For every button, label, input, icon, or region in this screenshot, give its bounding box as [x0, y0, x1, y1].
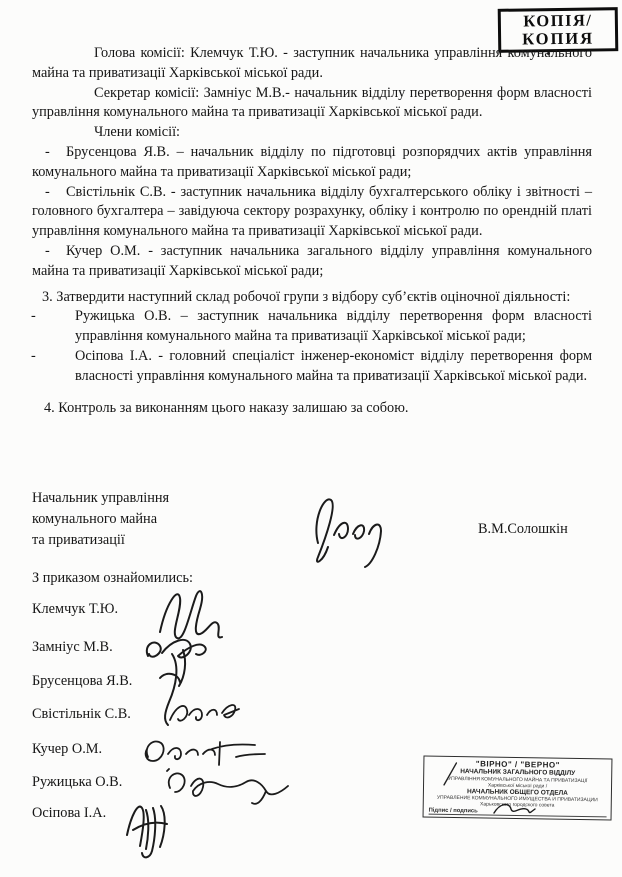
member-item-svistilnik [32, 183, 592, 242]
member-text: Свістільнік С.В. - заступник начальника відділу бухгалтерського обліку і звітності – головного бухгалтера – завідуюча сектору розрахунку, обліку і контролю по орендній платі управління комунального майна та приватизації Харківської міської ради. [32, 183, 592, 240]
signer-title-line3: та приватизації [32, 532, 125, 548]
stamp-line-dept-ua: УПРАВЛІННЯ КОМУНАЛЬНОГО МАЙНА ТА ПРИВАТИЗАЦІЇ [447, 775, 588, 784]
workgroup-text: Ружицька О.В. – заступник начальника відділу перетворення форм власності управління комунального майна та приватизації Харківської міської ради; [75, 308, 592, 345]
stamp-line-dept-ru: УПРАВЛЕНИЕ КОММУНАЛЬНОГО ИМУЩЕСТВА И ПРИВАТИЗАЦИИ [436, 794, 598, 804]
ack-name-osipova: Осіпова І.А. [32, 805, 107, 821]
stamp-line-council-ru: Харьковского городского совета [480, 801, 555, 809]
member-item-brusentsova [32, 143, 592, 183]
paragraph-members-heading: Члени комісії: [94, 124, 181, 141]
list-dash: - [45, 143, 50, 160]
stamp-line-council-ua: Харківської міської ради / [487, 782, 548, 789]
signature-klemchuk [152, 582, 237, 644]
ack-name-zamnius: Замніус М.В. [32, 639, 113, 655]
signature-svistilnik [165, 697, 243, 729]
order-body [32, 44, 592, 418]
ack-name-svistilnik: Свістільнік С.В. [32, 706, 131, 722]
member-item-kucher [32, 242, 592, 282]
paragraph-item-4: 4. Контроль за виконанням цього наказу залишаю за собою. [44, 399, 409, 416]
stamp-handwritten-slash [442, 761, 458, 787]
signature-kucher [138, 733, 268, 775]
member-text: Брусенцова Я.В. – начальник відділу по підготовці розпорядчих актів управління комунального майна та приватизації Харківської міської ради; [32, 143, 592, 180]
signature-soloshkin [302, 489, 400, 569]
signer-name: В.М.Солошкін [478, 521, 568, 537]
stamp-line-head-ua: НАЧАЛЬНИК ЗАГАЛЬНОГО ВІДДІЛУ [460, 768, 576, 777]
copy-stamp-line-ua: КОПІЯ/ [523, 10, 593, 31]
paragraph-item-3: 3. Затвердити наступний склад робочої групи з відбору суб’єктів оціночної діяльності: [42, 288, 571, 305]
signature-ruzhytska [158, 762, 300, 810]
paragraph-commission-secretary: Секретар комісії: Замніус М.В.- начальник відділу перетворення форм власності управління комунального майна та приватизації Харківської міської ради. [32, 84, 592, 121]
signer-title-line1: Начальник управління [32, 490, 170, 506]
list-dash: - [31, 347, 36, 364]
signer-title-line2: комунального майна [32, 511, 158, 527]
workgroup-item-ruzhytska [32, 307, 592, 347]
stamp-line-head-ru: НАЧАЛЬНИК ОБЩЕГО ОТДЕЛА [466, 787, 568, 797]
acknowledgement-heading: З приказом ознайомились: [32, 570, 193, 586]
ack-name-kucher: Кучер О.М. [32, 741, 103, 757]
ack-name-ruzhytska: Ружицька О.В. [32, 774, 123, 790]
copy-stamp-line-ru: КОПИЯ [521, 27, 595, 49]
signature-zamnius [140, 626, 232, 688]
list-dash: - [31, 308, 36, 325]
verification-stamp [423, 756, 613, 821]
paragraph-commission-chair: Голова комісії: Клемчук Т.Ю. - заступник начальника управління комунального майна та приватизації Харківської міської ради. [32, 45, 592, 81]
member-text: Кучер О.М. - заступник начальника загального відділу управління комунального майна та приватизації Харківської міської ради; [32, 242, 592, 279]
list-dash: - [45, 183, 50, 200]
stamp-line-virno: "ВІРНО" / "ВЕРНО" [475, 759, 560, 770]
signer-title-block [32, 488, 169, 551]
workgroup-text: Осіпова І.А. - головний спеціаліст інженер-економіст відділу перетворення форм власності управління комунального майна та приватизації Харківської міської ради. [75, 347, 592, 384]
ack-name-klemchuk: Клемчук Т.Ю. [32, 601, 119, 617]
signature-osipova [118, 793, 200, 859]
stamp-signature-label: Підпис / подпись [429, 808, 607, 818]
ack-name-brusentsova: Брусенцова Я.В. [32, 673, 133, 689]
list-dash: - [45, 242, 50, 259]
workgroup-item-osipova [32, 347, 592, 387]
signature-brusentsova [150, 648, 196, 728]
